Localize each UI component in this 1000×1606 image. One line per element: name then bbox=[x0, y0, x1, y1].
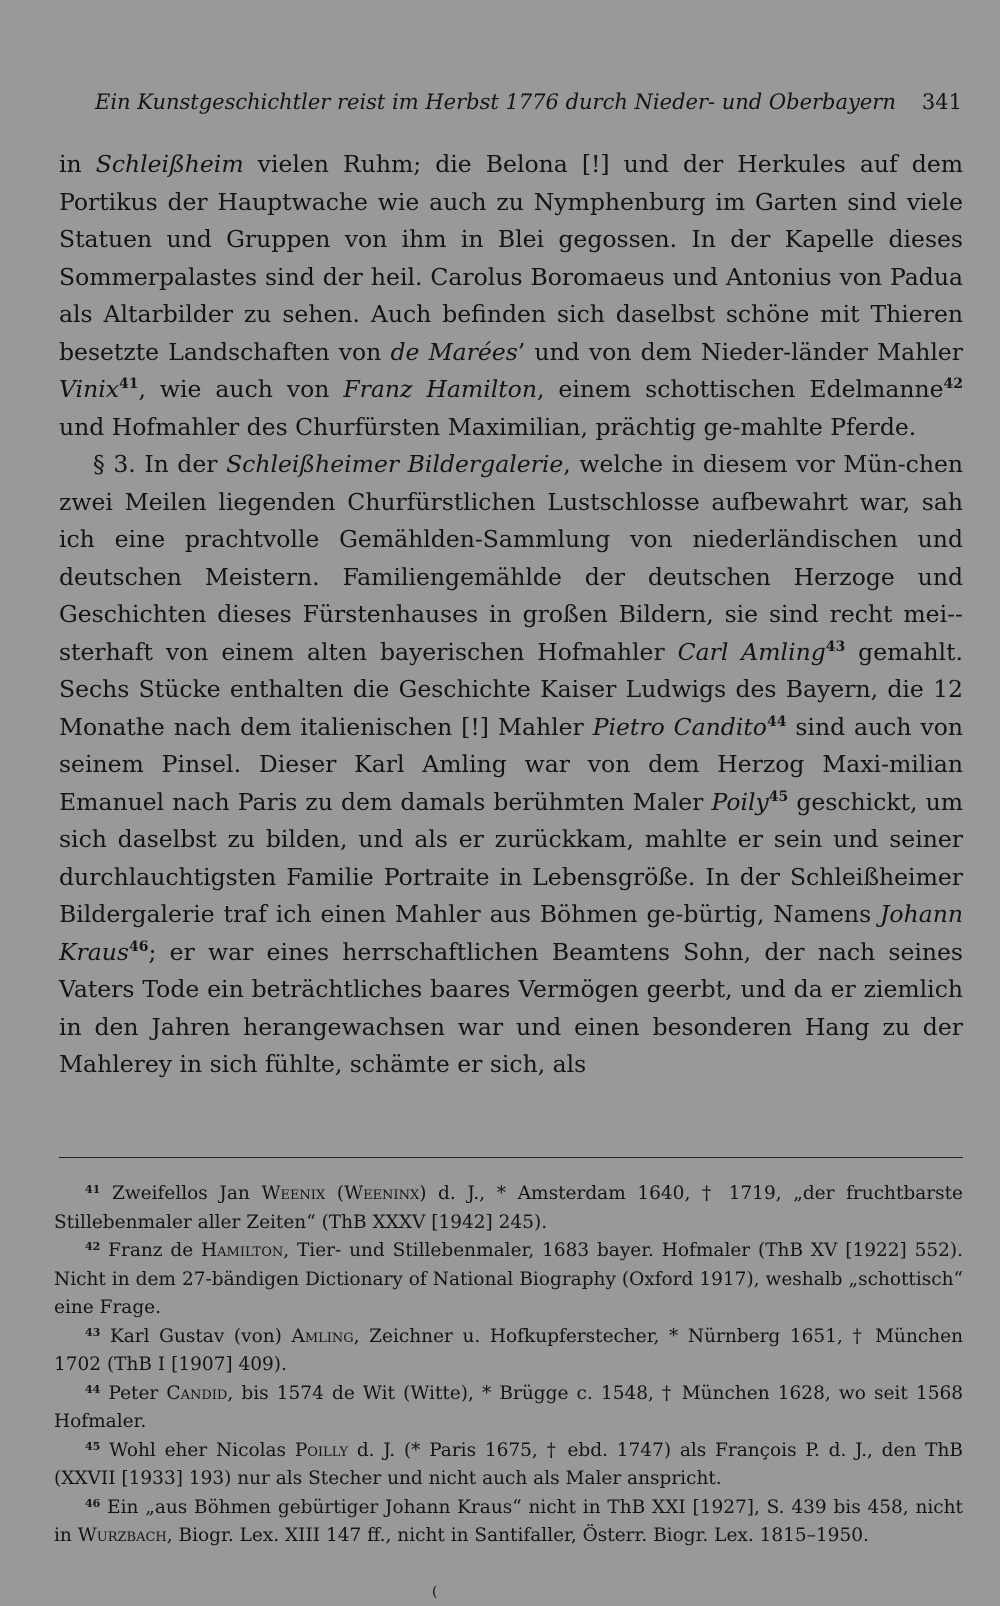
text-run: ’ und von dem Nieder-länder Mahler bbox=[517, 337, 963, 366]
text-run: Zweifellos Jan bbox=[111, 1183, 262, 1204]
text-run: und Hofmahler des Churfürsten Maximilian, prächtig ge-mahlte Pferde. bbox=[59, 412, 917, 441]
footnote-ref[interactable]: 43 bbox=[825, 638, 846, 655]
text-run: § 3. In der bbox=[93, 450, 227, 478]
footnote-ref[interactable]: 42 bbox=[943, 376, 963, 392]
footnote bbox=[54, 1380, 963, 1437]
text-run: , Tier- und Stillebenmaler, 1683 bayer. Hofmaler (ThB XV [1922] 552). Nicht in dem 27-bändigen Dictionary of National Biography (Oxford 1917), weshalb „schottisch“ eine Frage. bbox=[54, 1240, 963, 1318]
footnote-number: 42 bbox=[85, 1240, 101, 1253]
bottom-mark: ( bbox=[432, 1584, 438, 1600]
footnote-ref[interactable]: 46 bbox=[129, 938, 149, 955]
italic-artist-name: de Marées bbox=[390, 337, 518, 366]
italic-place-name: Schleißheim bbox=[95, 150, 244, 178]
text-run: , welche in diesem vor Mün-chen zwei Meilen liegenden Churfürstlichen Lustschlosse aufbewahrt war, sah ich eine prachtvolle Gemählden-Sammlung von niederländischen und deutschen Meistern. Familiengemählde der deutschen Herzoge und Geschichten dieses Fürstenhauses in großen Bildern, sie sind recht mei-sterhaft von einem alten bayerischen Hofmahler bbox=[59, 450, 964, 666]
text-run: Wohl eher Nicolas bbox=[109, 1439, 295, 1461]
footnote-number: 46 bbox=[85, 1496, 101, 1510]
footnote bbox=[54, 1323, 963, 1380]
paragraph-1 bbox=[59, 146, 963, 446]
running-title: Ein Kunstgeschichtler reist im Herbst 1776 durch Nieder- und Oberbayern bbox=[95, 90, 896, 114]
text-run: ) d. J., * Amsterdam 1640, † 1719, „der fruchtbarste Stillebenmaler aller Zeiten“ (ThB XXXV [1942] 245). bbox=[54, 1183, 963, 1233]
text-run: , Zeichner u. Hofkupferstecher, * Nürnberg 1651, † München 1702 (ThB I [1907] 409). bbox=[54, 1325, 963, 1375]
italic-gallery-name: Schleißheimer Bildergalerie bbox=[226, 450, 564, 478]
italic-artist-name: Johann Kraus bbox=[59, 900, 963, 966]
text-run: Franz de bbox=[108, 1240, 201, 1261]
body-text bbox=[59, 146, 963, 1084]
footnote bbox=[54, 1180, 963, 1237]
smallcaps-name: Wurzbach bbox=[77, 1525, 167, 1546]
footnote bbox=[54, 1237, 963, 1323]
text-run: Ein „aus Böhmen gebürtiger Johann Kraus“ nicht in ThB XXI [1927], S. 439 bis 458, nicht in bbox=[54, 1496, 963, 1546]
footnote-number: 43 bbox=[85, 1325, 101, 1339]
smallcaps-name: Amling bbox=[291, 1325, 354, 1347]
text-run: gemahlt. Sechs Stücke enthalten die Geschichte Kaiser Ludwigs des Bayern, die 12 Monathe nach dem italienischen [!] Mahler bbox=[59, 637, 963, 741]
italic-artist-name: Pietro Candito bbox=[592, 712, 767, 741]
text-run: , bis 1574 de Wit (Witte), * Brügge c. 1548, † München 1628, wo seit 1568 Hofmaler. bbox=[54, 1382, 964, 1432]
smallcaps-name: Weeninx bbox=[344, 1183, 420, 1204]
text-run: vielen Ruhm; die Belona [!] und der Herkules auf dem Portikus der Hauptwache wie auch zu Nymphenburg im Garten sind viele Statuen und Gruppen von ihm in Blei gegossen. In der Kapelle dieses Sommerpalastes sind der heil. Carolus Boromaeus und Antonius von Padua als Altarbilder zu sehen. Auch befinden sich daselbst schöne mit Thieren besetzte Landschaften von bbox=[59, 150, 964, 366]
text-run: , wie auch von bbox=[138, 375, 344, 403]
footnote bbox=[54, 1494, 963, 1551]
footnote-ref[interactable]: 41 bbox=[118, 376, 139, 392]
footnote bbox=[54, 1437, 963, 1494]
paragraph-2 bbox=[59, 446, 963, 1084]
text-run: geschickt, um sich daselbst zu bilden, und als er zurückkam, mahlte er sein und seiner durchlauchtigsten Familie Portraite in Lebensgröße. In der Schleißheimer Bildergalerie traf ich einen Mahler aus Böhmen ge-bürtig, Namens bbox=[59, 787, 964, 928]
text-run: ( bbox=[325, 1183, 345, 1204]
text-run: sind auch von seinem Pinsel. Dieser Karl Amling war von dem Herzog Maxi-milian Emanuel nach Paris zu dem damals berühmten Maler bbox=[59, 712, 963, 816]
footnote-ref[interactable]: 45 bbox=[768, 788, 789, 805]
footnote-divider bbox=[59, 1157, 963, 1158]
footnotes bbox=[54, 1180, 963, 1551]
smallcaps-name: Weenix bbox=[261, 1183, 326, 1204]
text-run: , Biogr. Lex. XIII 147 ff., nicht in Santifaller, Österr. Biogr. Lex. 1815–1950. bbox=[166, 1525, 869, 1546]
text-run: d. J. (* Paris 1675, † ebd. 1747) als François P. d. J., den ThB (XXVII [1933] 193) nur als Stecher und nicht auch als Maler anspricht. bbox=[54, 1439, 963, 1489]
text-run: Peter bbox=[108, 1382, 167, 1404]
smallcaps-name: Candid bbox=[166, 1382, 228, 1404]
smallcaps-name: Hamilton bbox=[200, 1240, 284, 1261]
footnote-number: 45 bbox=[85, 1439, 101, 1453]
smallcaps-name: Poilly bbox=[294, 1439, 349, 1461]
text-run: ; er war eines herrschaftlichen Beamtens Sohn, der nach seines Vaters Tode ein beträchtliches baares Vermögen geerbt, und da er ziemlich in den Jahren herangewachsen war und einen besonderen Hang zu der Mahlerey in sich fühlte, schämte er sich, als bbox=[59, 937, 963, 1078]
italic-artist-name: Franz Hamilton bbox=[343, 375, 537, 403]
text-run: Karl Gustav (von) bbox=[109, 1325, 292, 1347]
footnote-number: 41 bbox=[85, 1183, 101, 1196]
running-header bbox=[95, 90, 962, 114]
italic-artist-name: Poily bbox=[711, 787, 769, 816]
italic-artist-name: Carl Amling bbox=[677, 637, 826, 666]
footnote-number: 44 bbox=[85, 1382, 101, 1396]
text-run: , einem schottischen Edelmanne bbox=[536, 375, 944, 403]
page-number: 341 bbox=[921, 90, 962, 114]
footnote-ref[interactable]: 44 bbox=[766, 713, 787, 730]
text-run: in bbox=[59, 150, 96, 178]
italic-artist-name: Vinix bbox=[59, 375, 119, 403]
